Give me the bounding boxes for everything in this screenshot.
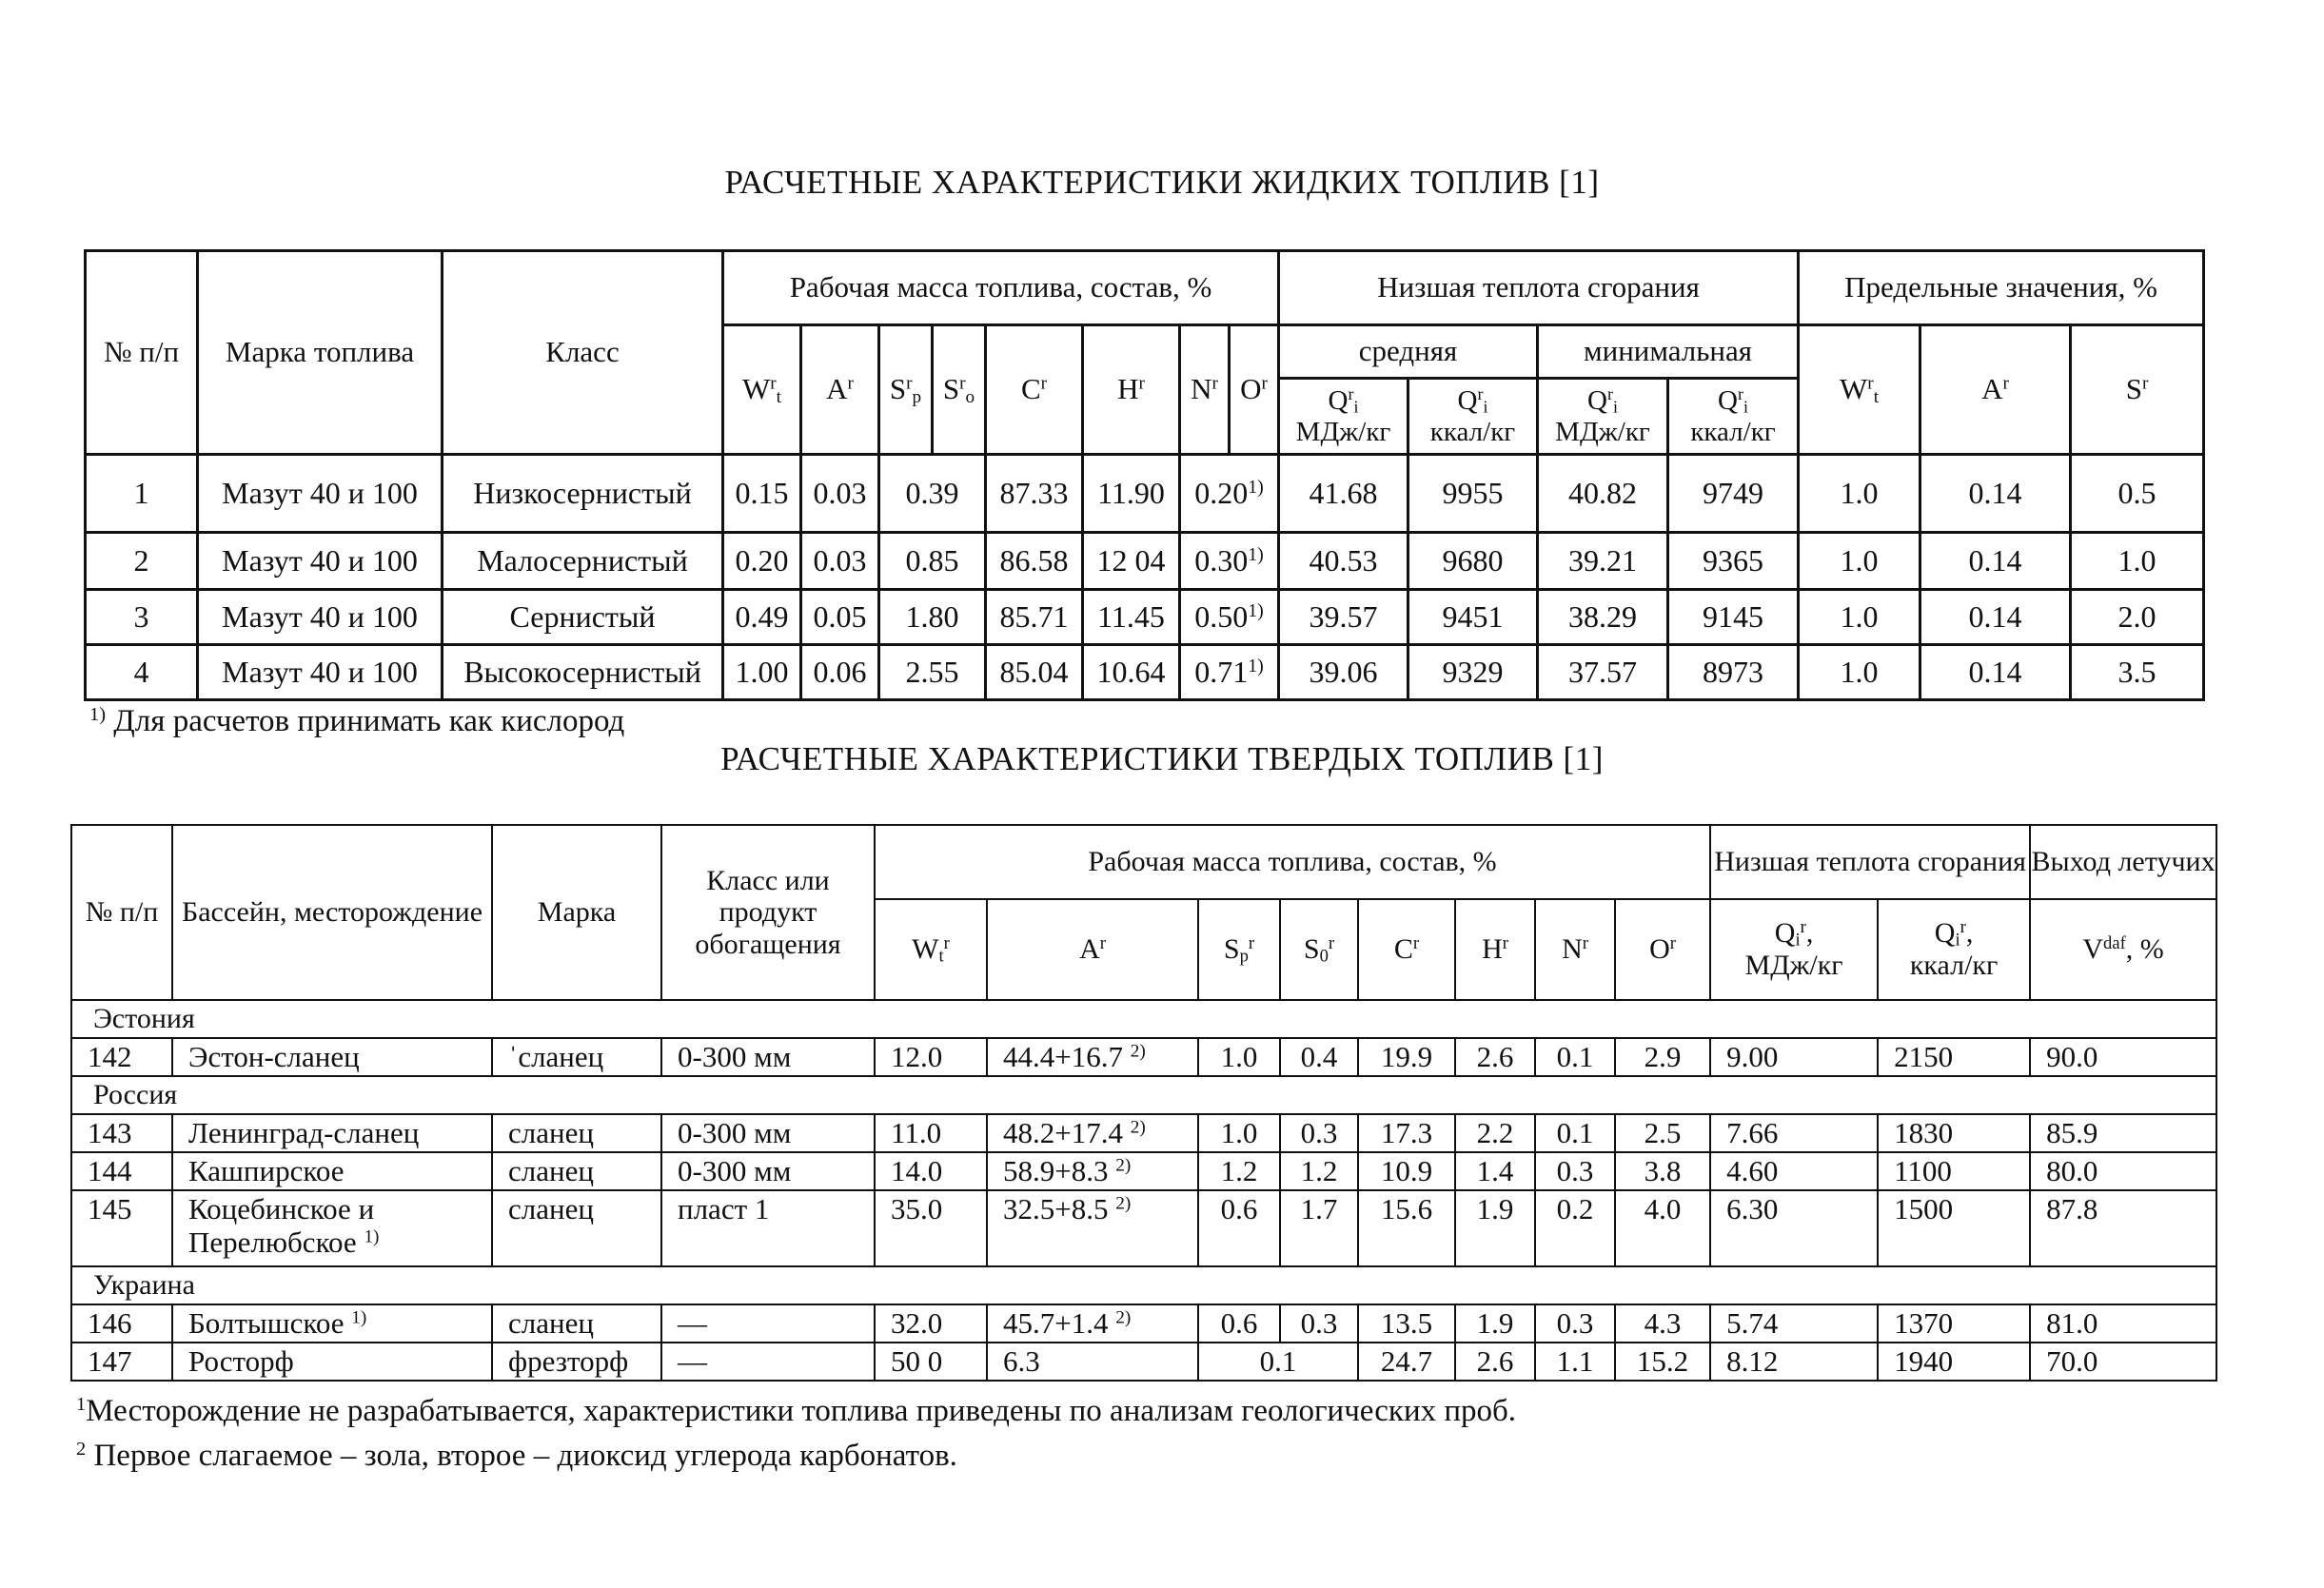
header-a: $A^r$	[987, 899, 1198, 1000]
solid-fuels-title: РАСЧЕТНЫЕ ХАРАКТЕРИСТИКИ ТВЕРДЫХ ТОПЛИВ [1]	[720, 740, 1604, 777]
header-limit-w: $W^r_t$	[1799, 325, 1920, 455]
section-row	[71, 1076, 2216, 1114]
header-min: минимальная	[1538, 325, 1799, 379]
header-work-mass: Рабочая масса топлива, состав, %	[723, 251, 1279, 325]
header-q-min-kcal: $Q^r_i$ ккал/кг	[1668, 379, 1799, 455]
header-brand: Марка топлива	[198, 251, 443, 455]
header-w: $W^r_t$	[723, 325, 801, 455]
header-volatile: Выход летучих	[2030, 825, 2216, 899]
section-row	[71, 1266, 2216, 1304]
header-sp: $S^r_p$	[879, 325, 933, 455]
header-class: Класс	[443, 251, 723, 455]
section-estonia: Эстония	[71, 1000, 2216, 1038]
header-heat: Низшая теплота сгорания	[1710, 825, 2030, 899]
solid-footnote-2: $^2$ Первое слагаемое – зола, второе – диоксид углерода карбонатов.	[76, 1438, 957, 1473]
liquid-footnote: $^{1)}$ Для расчетов принимать как кислород	[89, 703, 625, 738]
header-w: $W_t^r$	[875, 899, 987, 1000]
header-q-min-mj: $Q^r_i$ МДж/кг	[1538, 379, 1668, 455]
header-class: Класс или продукт обогащения	[661, 825, 875, 1000]
header-s0: $S_0^r$	[1280, 899, 1358, 1000]
header-n: $N^r$	[1535, 899, 1615, 1000]
table-row: 143 Ленинград-сланец сланец 0-300 мм 11.0 48.2+17.4 $^{2)}$ 1.0 0.3 17.3 2.2 0.1 2.5 7.66 1830 85.9	[71, 1114, 2216, 1152]
liquid-fuels-table	[84, 249, 2205, 701]
header-q-kcal: $Q_i^r$, ккал/кг	[1878, 899, 2030, 1000]
header-sp: $S_p^r$	[1198, 899, 1280, 1000]
header-so: $S^r_o$	[933, 325, 986, 455]
header-avg: средняя	[1279, 325, 1538, 379]
table-row: 1 Мазут 40 и 100 Низкосернистый 0.15 0.03 0.39 87.33 11.90 0.20$^{1)}$ 41.68 9955 40.82 9749 1.0 0.14 0.5	[86, 455, 2204, 533]
table-row: 2 Мазут 40 и 100 Малосернистый 0.20 0.03 0.85 86.58 12 04 0.30$^{1)}$ 40.53 9680 39.21 9365 1.0 0.14 1.0	[86, 533, 2204, 590]
liquid-fuels-title: РАСЧЕТНЫЕ ХАРАКТЕРИСТИКИ ЖИДКИХ ТОПЛИВ [1]	[724, 164, 1600, 201]
header-q-avg-kcal: $Q^r_i$ ккал/кг	[1408, 379, 1538, 455]
table-row: 146 Болтышское $^{1)}$ сланец — 32.0 45.7+1.4 $^{2)}$ 0.6 0.3 13.5 1.9 0.3 4.3 5.74 1370 81.0	[71, 1304, 2216, 1343]
header-n: $N^r$	[1180, 325, 1230, 455]
header-basin: Бассейн, месторождение	[172, 825, 492, 1000]
header-limit-s: $S^r$	[2071, 325, 2204, 455]
table-row: 144 Кашпирское сланец 0-300 мм 14.0 58.9+8.3 $^{2)}$ 1.2 1.2 10.9 1.4 0.3 3.8 4.60 1100 80.0	[71, 1152, 2216, 1190]
header-limits: Предельные значения, %	[1799, 251, 2204, 325]
header-a: $A^r$	[801, 325, 879, 455]
header-num: № п/п	[71, 825, 172, 1000]
header-limit-a: $A^r$	[1920, 325, 2071, 455]
header-o: $O^r$	[1230, 325, 1279, 455]
header-h: $H^r$	[1083, 325, 1180, 455]
solid-fuels-table	[70, 824, 2217, 1382]
table-row: 142 Эстон-сланец ˈсланец 0-300 мм 12.0 44.4+16.7 $^{2)}$ 1.0 0.4 19.9 2.6 0.1 2.9 9.00 2150 90.0	[71, 1038, 2216, 1076]
section-ukraine: Украина	[71, 1266, 2216, 1304]
header-q-mj: $Q_i^r$, МДж/кг	[1710, 899, 1878, 1000]
header-heat: Низшая теплота сгорания	[1279, 251, 1799, 325]
table-row: 4 Мазут 40 и 100 Высокосернистый 1.00 0.06 2.55 85.04 10.64 0.71$^{1)}$ 39.06 9329 37.57 8973 1.0 0.14 3.5	[86, 645, 2204, 700]
header-o: $O^r$	[1615, 899, 1710, 1000]
table-row: 3 Мазут 40 и 100 Сернистый 0.49 0.05 1.80 85.71 11.45 0.50$^{1)}$ 39.57 9451 38.29 9145 1.0 0.14 2.0	[86, 590, 2204, 645]
header-vdaf: $V^{daf}$, %	[2030, 899, 2216, 1000]
header-h: $H^r$	[1455, 899, 1535, 1000]
table-row: 147 Росторф фрезторф — 50 0 6.3 0.1 24.7 2.6 1.1 15.2 8.12 1940 70.0	[71, 1343, 2216, 1381]
section-russia: Россия	[71, 1076, 2216, 1114]
header-work-mass: Рабочая масса топлива, состав, %	[875, 825, 1710, 899]
table-row: 145 Коцебинское и Перелюбское $^{1)}$ сланец пласт 1 35.0 32.5+8.5 $^{2)}$ 0.6 1.7 15.6 1.9 0.2 4.0 6.30 1500 87.8	[71, 1190, 2216, 1266]
header-c: $C^r$	[1358, 899, 1455, 1000]
section-row	[71, 1000, 2216, 1038]
header-c: $C^r$	[986, 325, 1083, 455]
header-num: № п/п	[86, 251, 198, 455]
solid-footnote-1: $^1$Месторождение не разрабатывается, характеристики топлива приведены по анализам геологических проб.	[76, 1393, 1517, 1428]
header-brand: Марка	[492, 825, 661, 1000]
header-q-avg-mj: $Q^r_i$ МДж/кг	[1279, 379, 1408, 455]
